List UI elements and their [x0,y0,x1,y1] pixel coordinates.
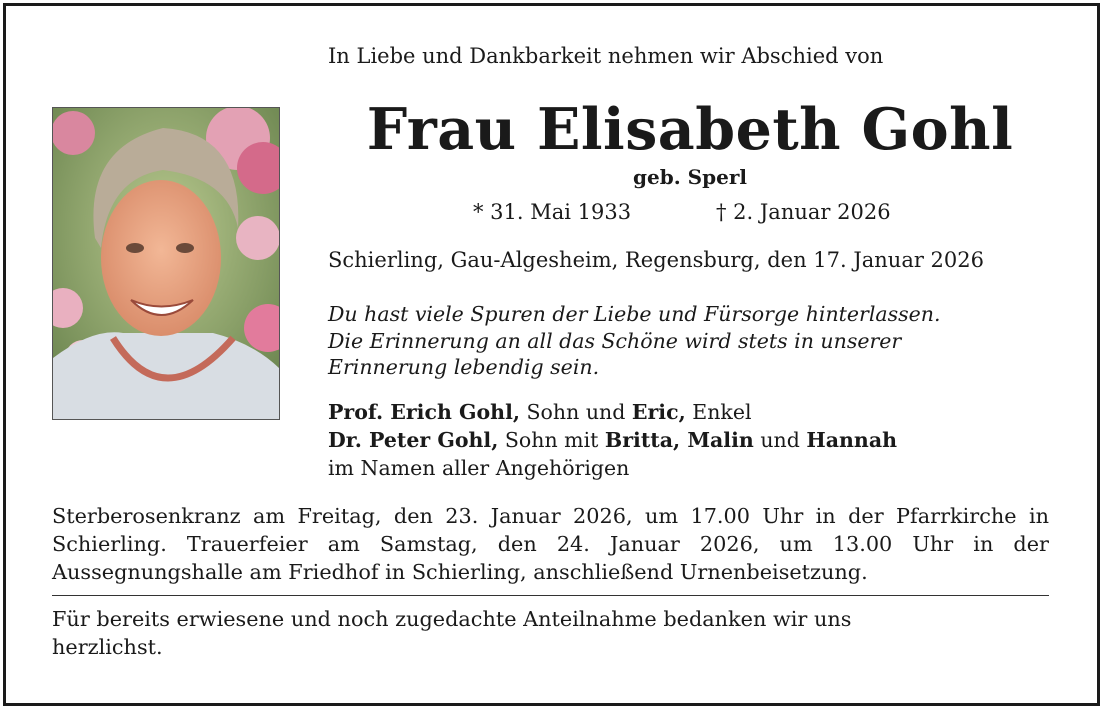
relation: Enkel [685,400,752,424]
family-member: Prof. Erich Gohl, [328,400,520,424]
family-member: Eric, [631,400,686,424]
divider [52,595,1049,596]
relation: Sohn und [520,400,632,424]
family-line [328,426,897,454]
deceased-name: Frau Elisabeth Gohl [366,96,1014,163]
relation: und [753,428,807,452]
thanks-text: Für bereits erwiesene und noch zugedachte Anteilnahme bedanken wir uns herzlichst. [52,607,852,659]
family-member: Britta, Malin [604,428,754,452]
family-member: Hannah [806,428,898,452]
family-line: im Namen aller Angehörigen [328,456,630,480]
relation: Sohn mit [498,428,605,452]
maiden-name: geb. Sperl [633,165,747,189]
death-date: † 2. Januar 2026 [716,200,891,224]
quote-line: Erinnerung lebendig sein. [328,355,600,379]
intro-text: In Liebe und Dankbarkeit nehmen wir Abschied von [328,44,884,68]
family-line [328,398,897,426]
portrait-photo [52,107,280,420]
place-date: Schierling, Gau-Algesheim, Regensburg, den 17. Januar 2026 [328,248,985,272]
quote-line: Die Erinnerung an all das Schöne wird stets in unserer [328,328,902,353]
quote-line: Du hast viele Spuren der Liebe und Fürsorge hinterlassen. [328,302,941,326]
birth-date: * 31. Mai 1933 [473,200,632,224]
family-member: Dr. Peter Gohl, [328,428,499,452]
memorial-quote [328,301,941,381]
family-signatures [328,398,897,482]
service-details: Sterberosenkranz am Freitag, den 23. Januar 2026, um 17.00 Uhr in der Pfarrkirche in Schierling. Trauerfeier am Samstag, den 24. Januar 2026, um 13.00 Uhr in der Aussegnungshalle am Friedhof in Schierling, anschließend Urnenbeisetzung. [52,504,1049,584]
